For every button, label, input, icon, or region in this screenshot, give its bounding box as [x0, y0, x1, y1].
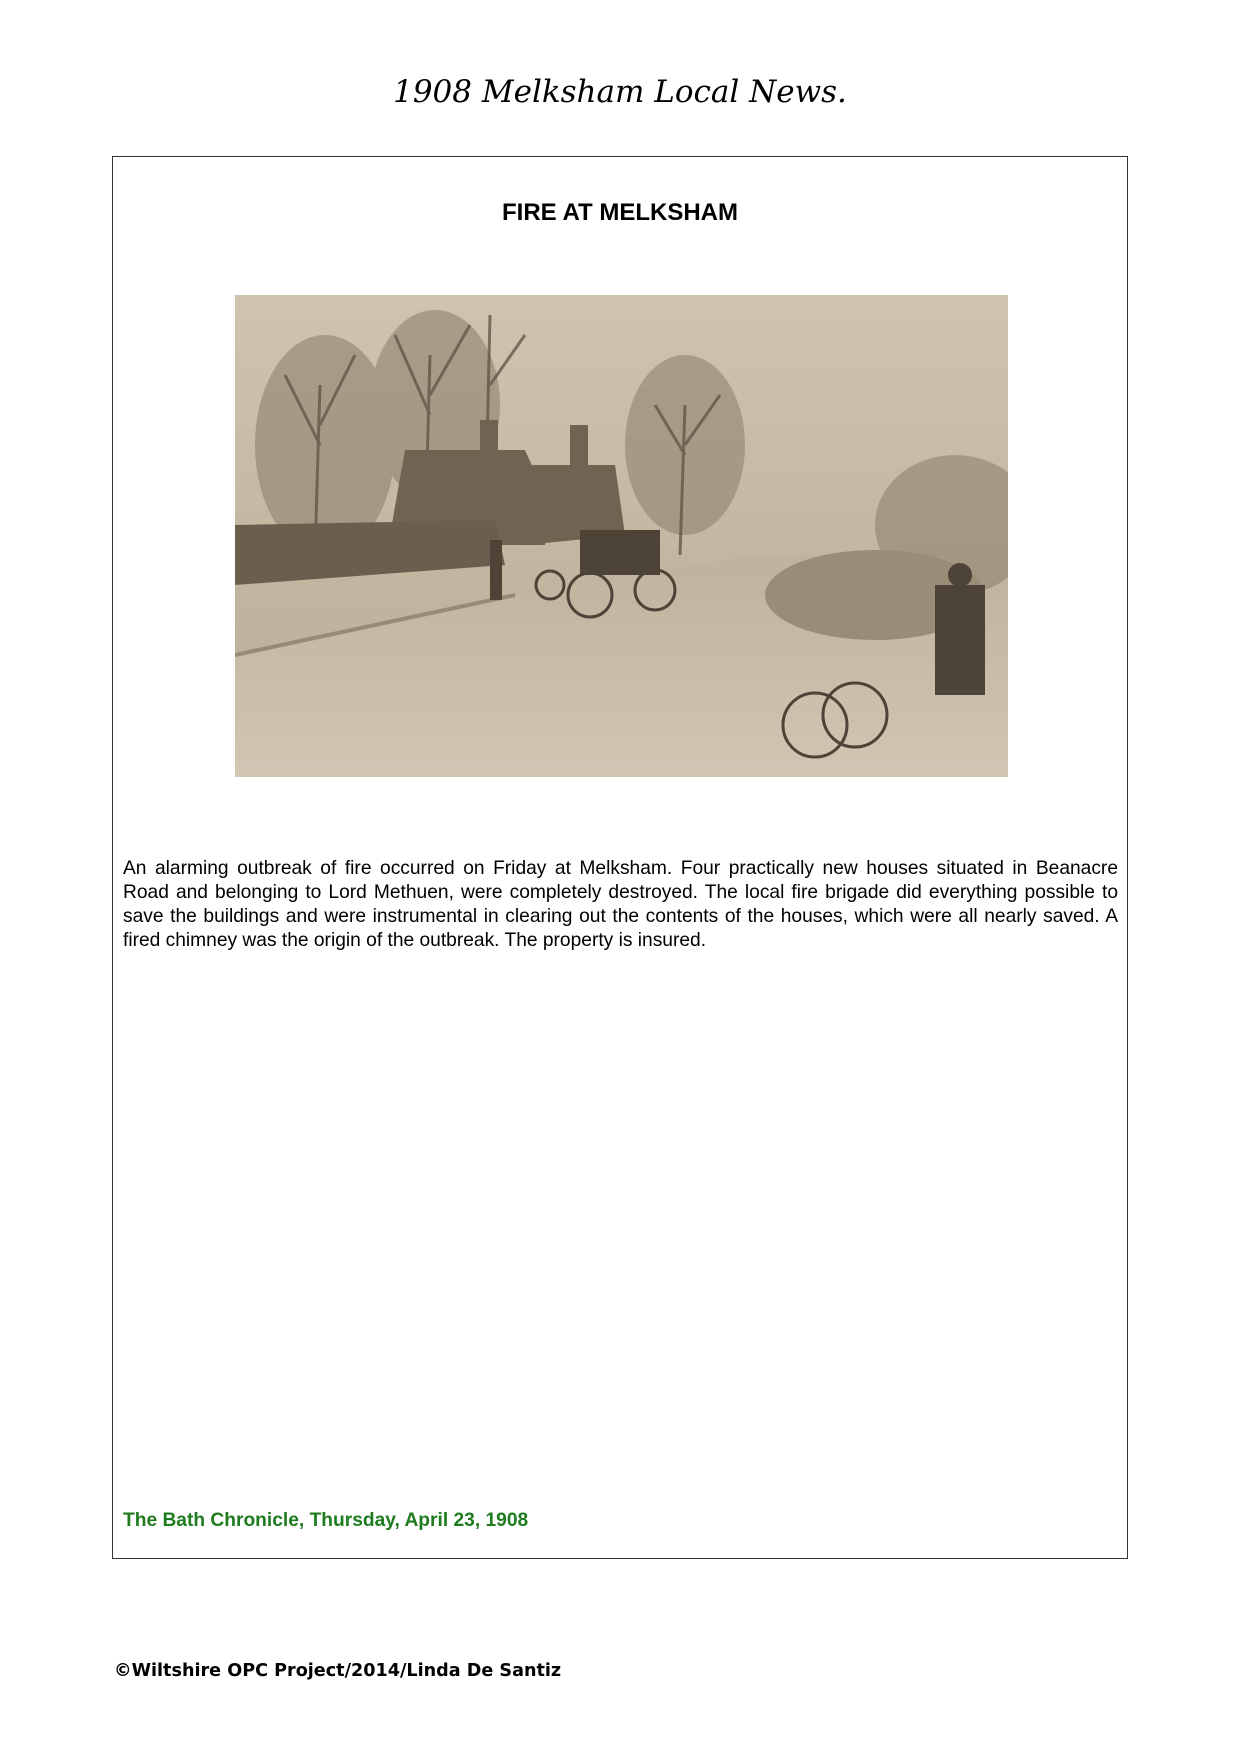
sepia-photo-image [235, 295, 1008, 777]
article-frame [112, 156, 1128, 1559]
article-body: An alarming outbreak of fire occurred on Friday at Melksham. Four practically new houses situated in Beanacre Road and belonging to Lord Methuen, were completely destroyed. The local fire brigade did everything possible to save the buildings and were instrumental in clearing out the contents of the houses, which were all nearly saved. A fired chimney was the origin of the outbreak. The property is insured. [123, 858, 1118, 951]
article-title: FIRE AT MELKSHAM [502, 199, 738, 226]
article-source: The Bath Chronicle, Thursday, April 23, 1908 [123, 1510, 529, 1531]
copyright-footer: ©Wiltshire OPC Project/2014/Linda De Santiz [114, 1661, 562, 1681]
page-title: 1908 Melksham Local News. [393, 74, 847, 110]
article-photo [235, 295, 1008, 777]
